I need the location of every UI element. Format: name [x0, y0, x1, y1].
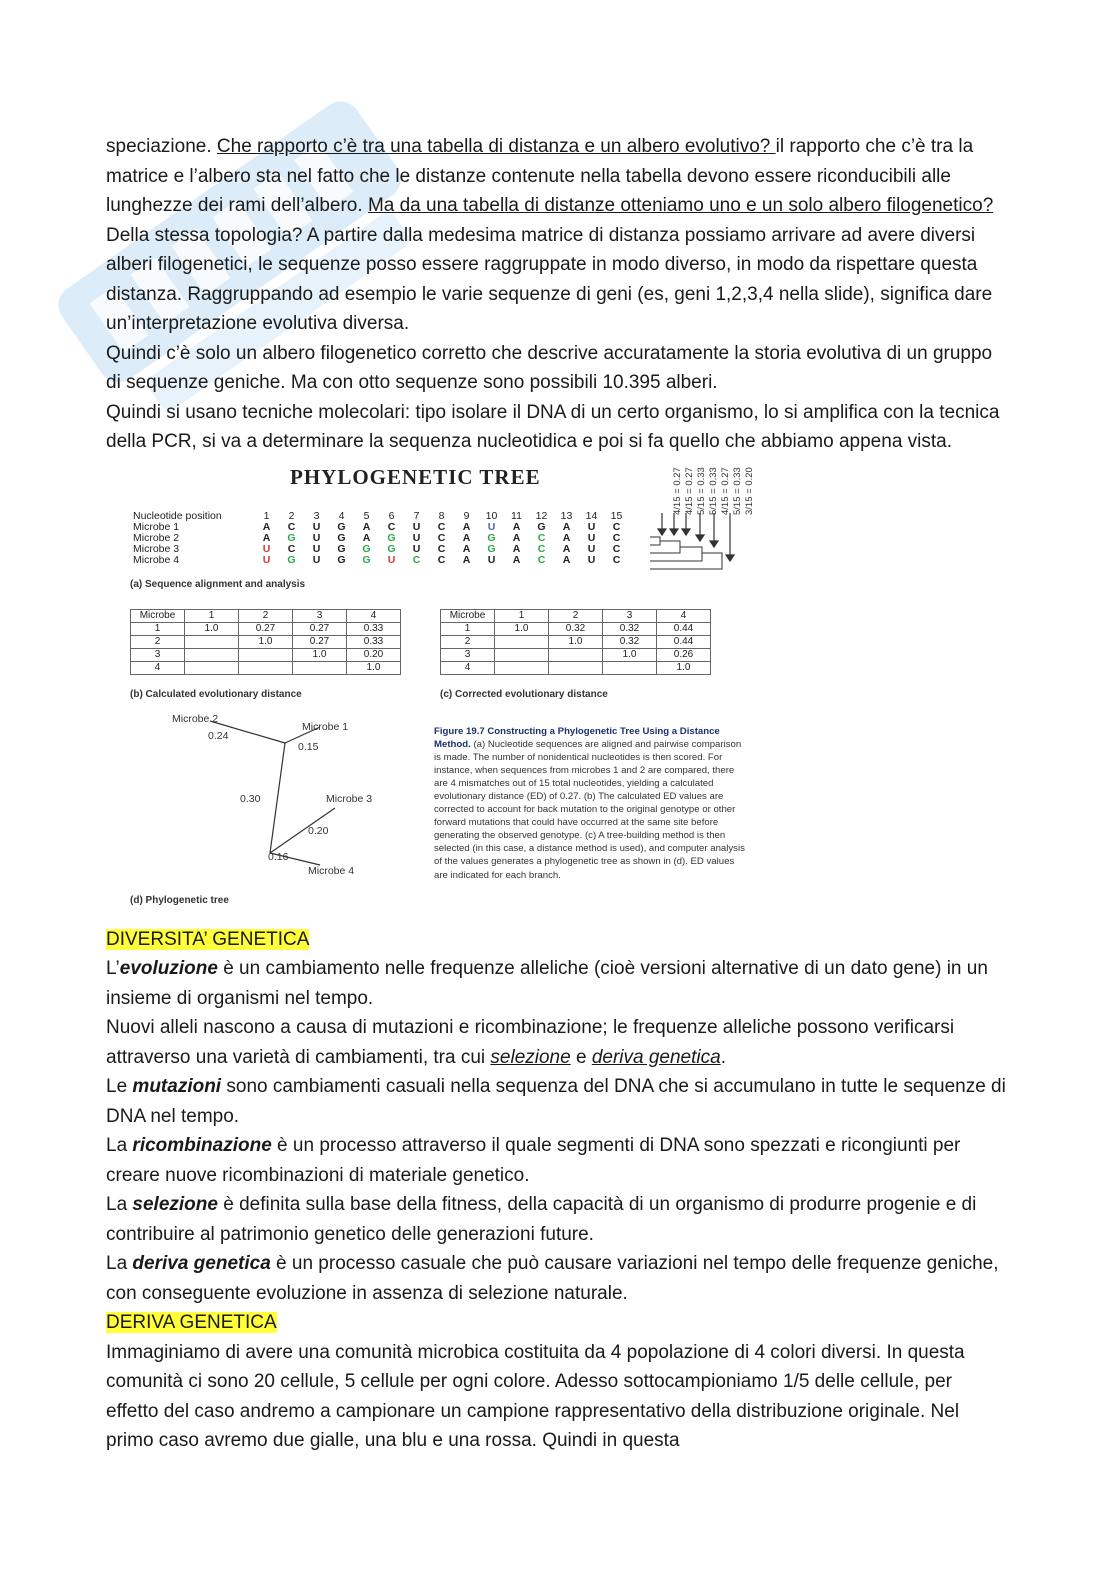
nucleotide: A: [462, 520, 471, 533]
paragraph-one-tree: Quindi c’è solo un albero filogenetico corretto che descrive accuratamente la storia evolutiva di un gruppo di sequenze geniche. Ma con otto sequenze sono possibili 10.395 alberi.: [106, 342, 993, 393]
table-cell: 1.0: [239, 635, 293, 648]
table-header-cell: Microbe: [441, 609, 495, 622]
nucleotide: U: [487, 520, 496, 533]
tree-branch-024: 0.24: [208, 729, 229, 742]
caption-c: (c) Corrected evolutionary distance: [440, 688, 608, 700]
nucleotide: G: [287, 553, 296, 566]
fraction-label: 4/15 = 0.27: [672, 466, 683, 515]
table-cell: 4: [441, 661, 495, 674]
nucleotide: A: [262, 520, 271, 533]
table-header-cell: 2: [239, 609, 293, 622]
fraction-label: 5/15 = 0.33: [696, 466, 707, 515]
table-cell: 1: [131, 622, 185, 635]
tree-label-microbe1: Microbe 1: [302, 720, 349, 733]
tree-label-microbe3: Microbe 3: [326, 792, 373, 805]
table-cell: [549, 661, 603, 674]
paragraph-selezione: [106, 1190, 1006, 1249]
caption-b: (b) Calculated evolutionary distance: [130, 688, 302, 700]
table-cell: 0.44: [657, 635, 711, 648]
table-cell: 0.33: [347, 622, 401, 635]
table-cell: 1.0: [495, 622, 549, 635]
position-number: 3: [313, 509, 320, 522]
position-number: 12: [535, 509, 548, 522]
nucleotide: A: [562, 531, 571, 544]
table-cell: 2: [441, 635, 495, 648]
alignment-row: [130, 533, 629, 544]
nucleotide: A: [262, 531, 271, 544]
alignment-header-label: Nucleotide position: [133, 509, 222, 522]
nucleotide: G: [337, 553, 346, 566]
table-header-cell: 4: [347, 609, 401, 622]
nucleotide: U: [312, 542, 321, 555]
table-cell: [603, 661, 657, 674]
nucleotide: A: [562, 553, 571, 566]
paragraph-ricombinazione: [106, 1131, 1006, 1190]
table-cell: 1.0: [347, 661, 401, 674]
heading-diversita: [106, 925, 1006, 955]
table-header-cell: 1: [495, 609, 549, 622]
table-cell: 0.32: [603, 622, 657, 635]
question-underlined: Ma da una tabella di distanze otteniamo uno e un solo albero filogenetico?: [367, 195, 994, 216]
nucleotide: U: [412, 542, 421, 555]
nucleotide: C: [437, 531, 446, 544]
tree-label-microbe2: Microbe 2: [172, 712, 219, 725]
table-cell: [495, 635, 549, 648]
text-segment: è un processo attraverso il quale segmenti di DNA sono spezzati e ricongiunti per creare nuove ricombinazioni di materiale genetico.: [106, 1135, 961, 1186]
table-cell: 0.32: [549, 622, 603, 635]
table-row: [131, 661, 401, 674]
nucleotide: A: [512, 542, 521, 555]
nucleotide: U: [312, 531, 321, 544]
table-cell: 1.0: [185, 622, 239, 635]
table-cell: [185, 635, 239, 648]
tree-label-microbe4: Microbe 4: [308, 864, 355, 877]
nucleotide: U: [587, 520, 596, 533]
alignment-row: [130, 522, 629, 533]
table-header-cell: Microbe: [131, 609, 185, 622]
nucleotide: G: [387, 531, 396, 544]
nucleotide: A: [462, 542, 471, 555]
table-row: [131, 648, 401, 661]
text-segment: La: [106, 1135, 133, 1156]
tree-branch-020: 0.20: [308, 824, 329, 837]
nucleotide: A: [562, 542, 571, 555]
table-cell: 0.32: [603, 635, 657, 648]
table-cell: 3: [441, 648, 495, 661]
table-cell: 3: [131, 648, 185, 661]
paragraph-evoluzione: [106, 954, 1006, 1013]
nucleotide: C: [412, 553, 421, 566]
nucleotide: G: [537, 520, 546, 533]
paragraph-mutazioni: [106, 1072, 1006, 1131]
paragraph-distance-tree: [106, 132, 1006, 339]
table-cell: [549, 648, 603, 661]
table-row: [441, 661, 711, 674]
position-number: 7: [413, 509, 420, 522]
term-selezione-underlined: selezione: [490, 1046, 571, 1068]
table-header-cell: 3: [293, 609, 347, 622]
alignment-row: [130, 544, 629, 555]
position-number: 5: [363, 509, 370, 522]
bracket-arrows: [650, 513, 750, 573]
nucleotide: C: [437, 542, 446, 555]
nucleotide: G: [487, 542, 496, 555]
nucleotide: C: [437, 520, 446, 533]
nucleotide: C: [612, 542, 621, 555]
nucleotide: G: [337, 531, 346, 544]
table-cell: [239, 661, 293, 674]
nucleotide: U: [312, 520, 321, 533]
text-segment: L’: [106, 958, 120, 979]
fraction-label: 3/15 = 0.20: [744, 466, 755, 515]
text-segment: è un cambiamento nelle frequenze alleliche (cioè versioni alternative di un dato gene) in un insieme di organismi nel tempo.: [106, 958, 988, 1009]
table-header-cell: 4: [657, 609, 711, 622]
table-header-cell: 1: [185, 609, 239, 622]
nucleotide: A: [462, 531, 471, 544]
position-number: 9: [463, 509, 470, 522]
table-row: [441, 635, 711, 648]
table-cell: 0.44: [657, 622, 711, 635]
nucleotide: A: [362, 520, 371, 533]
table-row: [441, 622, 711, 635]
nucleotide: C: [612, 531, 621, 544]
table-cell: [495, 648, 549, 661]
nucleotide: C: [537, 553, 546, 566]
fraction-label: 4/15 = 0.27: [720, 466, 731, 515]
table-cell: 1.0: [657, 661, 711, 674]
nucleotide: G: [337, 542, 346, 555]
nucleotide: C: [612, 520, 621, 533]
nucleotide: C: [612, 553, 621, 566]
position-number: 8: [438, 509, 445, 522]
position-number: 1: [263, 509, 270, 522]
nucleotide: U: [412, 520, 421, 533]
text-segment: Nuovi alleli nascono a causa di mutazioni e ricombinazione; le frequenze alleliche possono verificarsi attraverso una varietà di cambiamenti, tra cui: [106, 1017, 955, 1068]
nucleotide: U: [312, 553, 321, 566]
phylogenetic-figure: [130, 463, 755, 915]
table-row: [441, 648, 711, 661]
table-cell: 0.27: [293, 622, 347, 635]
nucleotide: G: [362, 553, 371, 566]
table-cell: 1.0: [549, 635, 603, 648]
question-underlined: Che rapporto c’è tra una tabella di distanza e un albero evolutivo?: [216, 136, 776, 157]
alignment-row-label: Microbe 4: [133, 553, 180, 566]
heading-deriva-text: DERIVA GENETICA: [106, 1312, 277, 1333]
position-number: 10: [485, 509, 498, 522]
nucleotide: C: [287, 520, 296, 533]
nucleotide: G: [487, 531, 496, 544]
tree-branch-016: 0.16: [268, 850, 289, 863]
term-mutazioni: mutazioni: [132, 1076, 222, 1097]
paragraph-molecular: Quindi si usano tecniche molecolari: tipo isolare il DNA di un certo organismo, lo si amplifica con la tecnica della PCR, si va a determinare la sequenza nucleotidica e poi si fa quello che abbiamo appena vista.: [106, 401, 1000, 452]
text-segment: Le: [106, 1076, 133, 1097]
table-cell: 1.0: [293, 648, 347, 661]
table-cell: [239, 648, 293, 661]
caption-d: (d) Phylogenetic tree: [130, 894, 229, 906]
position-number: 2: [288, 509, 295, 522]
text-segment: è un processo casuale che può causare variazioni nel tempo delle frequenze geniche, con conseguente evoluzione in assenza di selezione naturale.: [106, 1253, 999, 1304]
position-number: 13: [560, 509, 573, 522]
alignment-row-label: Microbe 1: [133, 520, 180, 533]
nucleotide: A: [512, 520, 521, 533]
tree-branch-030: 0.30: [240, 792, 261, 805]
phylogenetic-tree-diagram: [130, 713, 420, 893]
nucleotide: U: [262, 553, 271, 566]
text-segment: il rapporto che c’è tra la matrice e l’albero sta nel fatto che le distanze contenute nella tabella devono essere riconducibili alle lunghezze dei rami dell’albero.: [106, 136, 974, 216]
text-segment: sono cambiamenti casuali nella sequenza del DNA che si accumulano in tutte le sequenze di DNA nel tempo.: [106, 1076, 1006, 1127]
nucleotide: U: [587, 553, 596, 566]
fraction-label: 5/15 = 0.33: [732, 466, 743, 515]
table-header-cell: 3: [603, 609, 657, 622]
fraction-label: 5/15 = 0.33: [708, 466, 719, 515]
table-cell: [293, 661, 347, 674]
heading-deriva: [106, 1308, 1006, 1338]
nucleotide: C: [387, 520, 396, 533]
position-number: 4: [338, 509, 345, 522]
text-segment: .: [720, 1046, 726, 1068]
table-cell: 0.26: [657, 648, 711, 661]
paragraph-deriva-def: [106, 1249, 1006, 1308]
nucleotide: C: [437, 553, 446, 566]
nucleotide: A: [562, 520, 571, 533]
table-calculated-distance: [130, 609, 401, 675]
caption-a: (a) Sequence alignment and analysis: [130, 578, 306, 590]
figure-title: PHYLOGENETIC TREE: [290, 464, 541, 489]
tree-branch-015: 0.15: [298, 740, 319, 753]
term-deriva-underlined: deriva genetica: [591, 1046, 721, 1068]
table-row: [131, 635, 401, 648]
alignment-row-label: Microbe 3: [133, 542, 180, 555]
term-evoluzione: evoluzione: [119, 958, 218, 979]
table-cell: 1.0: [603, 648, 657, 661]
table-cell: 4: [131, 661, 185, 674]
table-cell: 1: [441, 622, 495, 635]
table-cell: [185, 661, 239, 674]
figure-caption-text: (a) Nucleotide sequences are aligned and pairwise comparison is made. The number of nonidentical nucleotides is then scored. For instance, when sequences from microbes 1 and 2 are compared, there are 4 mismatches out of 15 total nucleotides, yielding a calculated evolutionary distance (ED) of 0.27. (b) The calculated ED values are corrected to account for back mutation to the original genotype or other forward mutations that could have occurred at the same site before generating the observed genotype. (c) A tree-building method is then selected (in this case, a distance method is used), and computer analysis of the values generates a phylogenetic tree as shown in (d). ED values are indicated for each branch.: [434, 738, 745, 881]
text-segment: La: [106, 1253, 133, 1274]
table-cell: 0.27: [293, 635, 347, 648]
table-cell: 0.33: [347, 635, 401, 648]
text-segment: speciazione.: [106, 136, 217, 157]
text-segment: e: [570, 1046, 592, 1068]
table-cell: 0.20: [347, 648, 401, 661]
figure-caption: [434, 725, 750, 882]
nucleotide: G: [287, 531, 296, 544]
table-row: [131, 622, 401, 635]
term-selezione: selezione: [132, 1194, 218, 1215]
term-ricombinazione: ricombinazione: [132, 1135, 272, 1156]
nucleotide: U: [587, 531, 596, 544]
table-corrected-distance: [440, 609, 711, 675]
nucleotide: A: [512, 531, 521, 544]
text-segment: La: [106, 1194, 133, 1215]
nucleotide: C: [537, 531, 546, 544]
table-cell: 0.27: [239, 622, 293, 635]
nucleotide: G: [387, 542, 396, 555]
text-segment: Della stessa topologia? A partire dalla medesima matrice di distanza possiamo arrivare ad avere diversi alberi filogenetici, le sequenze posso essere raggruppate in modo diverso, in modo da rispettare questa distanza. Raggruppando ad esempio le varie sequenze di geni (es, geni 1,2,3,4 nella slide), significa dare un’interpretazione evolutiva diversa.: [106, 224, 993, 334]
position-number: 11: [511, 509, 522, 522]
text-segment: è definita sulla base della fitness, della capacità di un organismo di produrre progenie e di contribuire al patrimonio genetico delle generazioni future.: [106, 1194, 977, 1245]
table-cell: [185, 648, 239, 661]
nucleotide: A: [462, 553, 471, 566]
fraction-label: 4/15 = 0.27: [684, 466, 695, 515]
heading-diversita-text: DIVERSITA’ GENETICA: [106, 928, 310, 950]
nucleotide: A: [512, 553, 521, 566]
paragraph-comunita: Immaginiamo di avere una comunità microbica costituita da 4 popolazione di 4 colori diversi. In questa comunità ci sono 20 cellule, 5 cellule per ogni colore. Adesso sottocampioniamo 1/5 delle cellule, per effetto del caso andremo a campionare un campione rappresentativo della distribuzione originale. Nel primo caso avremo due gialle, una blu e una rossa. Quindi in questa: [106, 1341, 965, 1451]
position-number: 15: [610, 509, 623, 522]
term-deriva-genetica: deriva genetica: [132, 1253, 271, 1274]
alignment-row: [130, 555, 629, 566]
sequence-alignment: [130, 511, 629, 566]
nucleotide: U: [412, 531, 421, 544]
paragraph-alleli: [106, 1013, 1006, 1072]
nucleotide: U: [487, 553, 496, 566]
page-content: [106, 132, 1006, 1456]
nucleotide: U: [262, 542, 271, 555]
nucleotide: U: [587, 542, 596, 555]
table-cell: 2: [131, 635, 185, 648]
nucleotide: G: [337, 520, 346, 533]
nucleotide: U: [387, 553, 396, 566]
position-number: 6: [388, 509, 395, 522]
table-header-cell: 2: [549, 609, 603, 622]
table-cell: [495, 661, 549, 674]
figure-caption-title: Figure 19.7 Constructing a Phylogenetic Tree Using a Distance Method.: [434, 725, 720, 750]
alignment-row-label: Microbe 2: [133, 531, 180, 544]
nucleotide: C: [537, 542, 546, 555]
nucleotide: A: [362, 531, 371, 544]
nucleotide: C: [287, 542, 296, 555]
nucleotide: G: [362, 542, 371, 555]
position-number: 14: [585, 509, 598, 522]
